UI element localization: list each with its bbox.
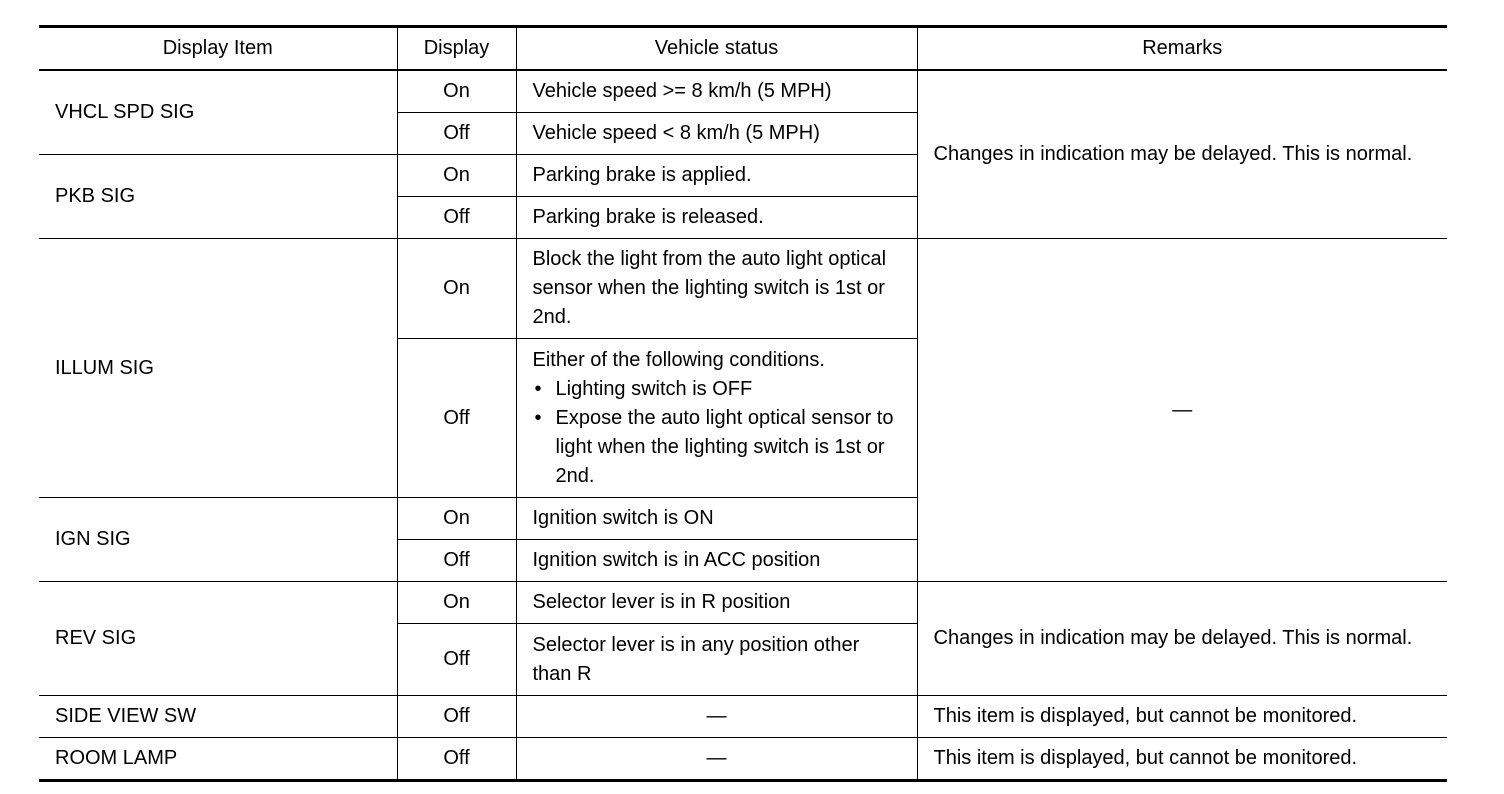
- display-value: Off: [397, 540, 516, 582]
- item-illum-sig: ILLUM SIG: [39, 239, 397, 498]
- item-room-lamp: ROOM LAMP: [39, 738, 397, 781]
- condition-list: [533, 375, 901, 491]
- table-row: [39, 582, 1447, 624]
- vehicle-status: Vehicle speed < 8 km/h (5 MPH): [516, 113, 917, 155]
- display-value: Off: [397, 624, 516, 696]
- display-value: Off: [397, 113, 516, 155]
- status-intro: Either of the following conditions.: [532, 348, 825, 371]
- item-vhcl-spd-sig: VHCL SPD SIG: [39, 70, 397, 155]
- item-ign-sig: IGN SIG: [39, 498, 397, 582]
- display-value: On: [397, 498, 516, 540]
- vehicle-status: Ignition switch is ON: [516, 498, 917, 540]
- display-value: Off: [397, 738, 516, 781]
- vehicle-status: Vehicle speed >= 8 km/h (5 MPH): [516, 70, 917, 113]
- display-value: On: [397, 239, 516, 339]
- condition-item: • Expose the auto light optical sensor to light when the lighting switch is 1st or 2nd.: [533, 404, 901, 491]
- remark-not-monitored: This item is displayed, but cannot be monitored.: [917, 696, 1447, 738]
- remark-delayed-indication: Changes in indication may be delayed. This is normal.: [917, 70, 1447, 239]
- vehicle-status: Ignition switch is in ACC position: [516, 540, 917, 582]
- vehicle-status: Block the light from the auto light optical sensor when the lighting switch is 1st or 2nd.: [516, 239, 917, 339]
- display-value: Off: [397, 696, 516, 738]
- item-rev-sig: REV SIG: [39, 582, 397, 696]
- vehicle-status: —: [516, 738, 917, 781]
- remark-not-monitored: This item is displayed, but cannot be monitored.: [917, 738, 1447, 781]
- remark-none: —: [917, 239, 1447, 582]
- display-value: On: [397, 155, 516, 197]
- display-value: Off: [397, 339, 516, 498]
- header-row: [39, 27, 1447, 71]
- vehicle-status: Parking brake is applied.: [516, 155, 917, 197]
- header-display: Display: [397, 27, 516, 71]
- header-remarks: Remarks: [917, 27, 1447, 71]
- vehicle-status: Parking brake is released.: [516, 197, 917, 239]
- table-row: [39, 738, 1447, 781]
- table-row: [39, 70, 1447, 113]
- header-display-item: Display Item: [39, 27, 397, 71]
- display-value: Off: [397, 197, 516, 239]
- table-row: [39, 239, 1447, 339]
- vehicle-status: —: [516, 696, 917, 738]
- table-row: [39, 696, 1447, 738]
- item-pkb-sig: PKB SIG: [39, 155, 397, 239]
- display-value: On: [397, 582, 516, 624]
- condition-item: • Lighting switch is OFF: [533, 375, 901, 404]
- header-vehicle-status: Vehicle status: [516, 27, 917, 71]
- item-side-view-sw: SIDE VIEW SW: [39, 696, 397, 738]
- remark-delayed-indication: Changes in indication may be delayed. This is normal.: [917, 582, 1447, 696]
- vehicle-status: Selector lever is in any position other than R: [516, 624, 917, 696]
- vehicle-status: [516, 339, 917, 498]
- vehicle-status: Selector lever is in R position: [516, 582, 917, 624]
- display-item-table: [39, 25, 1447, 782]
- display-value: On: [397, 70, 516, 113]
